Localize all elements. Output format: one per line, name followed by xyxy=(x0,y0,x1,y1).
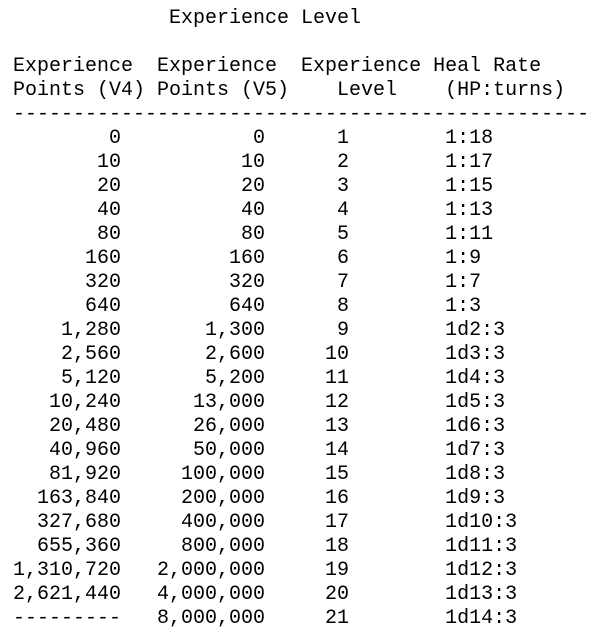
table-row: 40 40 4 1:13 xyxy=(13,199,494,222)
table-row: 327,680 400,000 17 1d10:3 xyxy=(13,511,518,534)
table-row: 10,240 13,000 12 1d5:3 xyxy=(13,391,506,414)
header-row-2: Points (V4) Points (V5) Level (HP:turns) xyxy=(13,79,566,102)
table-row: 5,120 5,200 11 1d4:3 xyxy=(13,367,506,390)
table-row: 1,310,720 2,000,000 19 1d12:3 xyxy=(13,559,518,582)
table-row: 2,621,440 4,000,000 20 1d13:3 xyxy=(13,583,518,606)
table-row: 81,920 100,000 15 1d8:3 xyxy=(13,463,506,486)
table-row: 2,560 2,600 10 1d3:3 xyxy=(13,343,506,366)
table-row: 10 10 2 1:17 xyxy=(13,151,494,174)
table-row: 80 80 5 1:11 xyxy=(13,223,494,246)
table-row: 40,960 50,000 14 1d7:3 xyxy=(13,439,506,462)
table-row: 20,480 26,000 13 1d6:3 xyxy=(13,415,506,438)
table-row: --------- 8,000,000 21 1d14:3 xyxy=(13,607,518,630)
table-title: Experience Level xyxy=(13,7,362,30)
separator-rule: ------------------------------------------------ xyxy=(13,103,590,126)
table-row: 163,840 200,000 16 1d9:3 xyxy=(13,487,506,510)
table-row: 1,280 1,300 9 1d2:3 xyxy=(13,319,506,342)
table-row: 655,360 800,000 18 1d11:3 xyxy=(13,535,518,558)
table-row: 0 0 1 1:18 xyxy=(13,127,494,150)
table-row: 20 20 3 1:15 xyxy=(13,175,494,198)
header-row-1: Experience Experience Experience Heal Rate xyxy=(13,55,542,78)
table-row: 160 160 6 1:9 xyxy=(13,247,482,270)
experience-level-table xyxy=(13,7,589,631)
table-row: 320 320 7 1:7 xyxy=(13,271,482,294)
table-row: 640 640 8 1:3 xyxy=(13,295,482,318)
blank-line xyxy=(13,31,589,55)
